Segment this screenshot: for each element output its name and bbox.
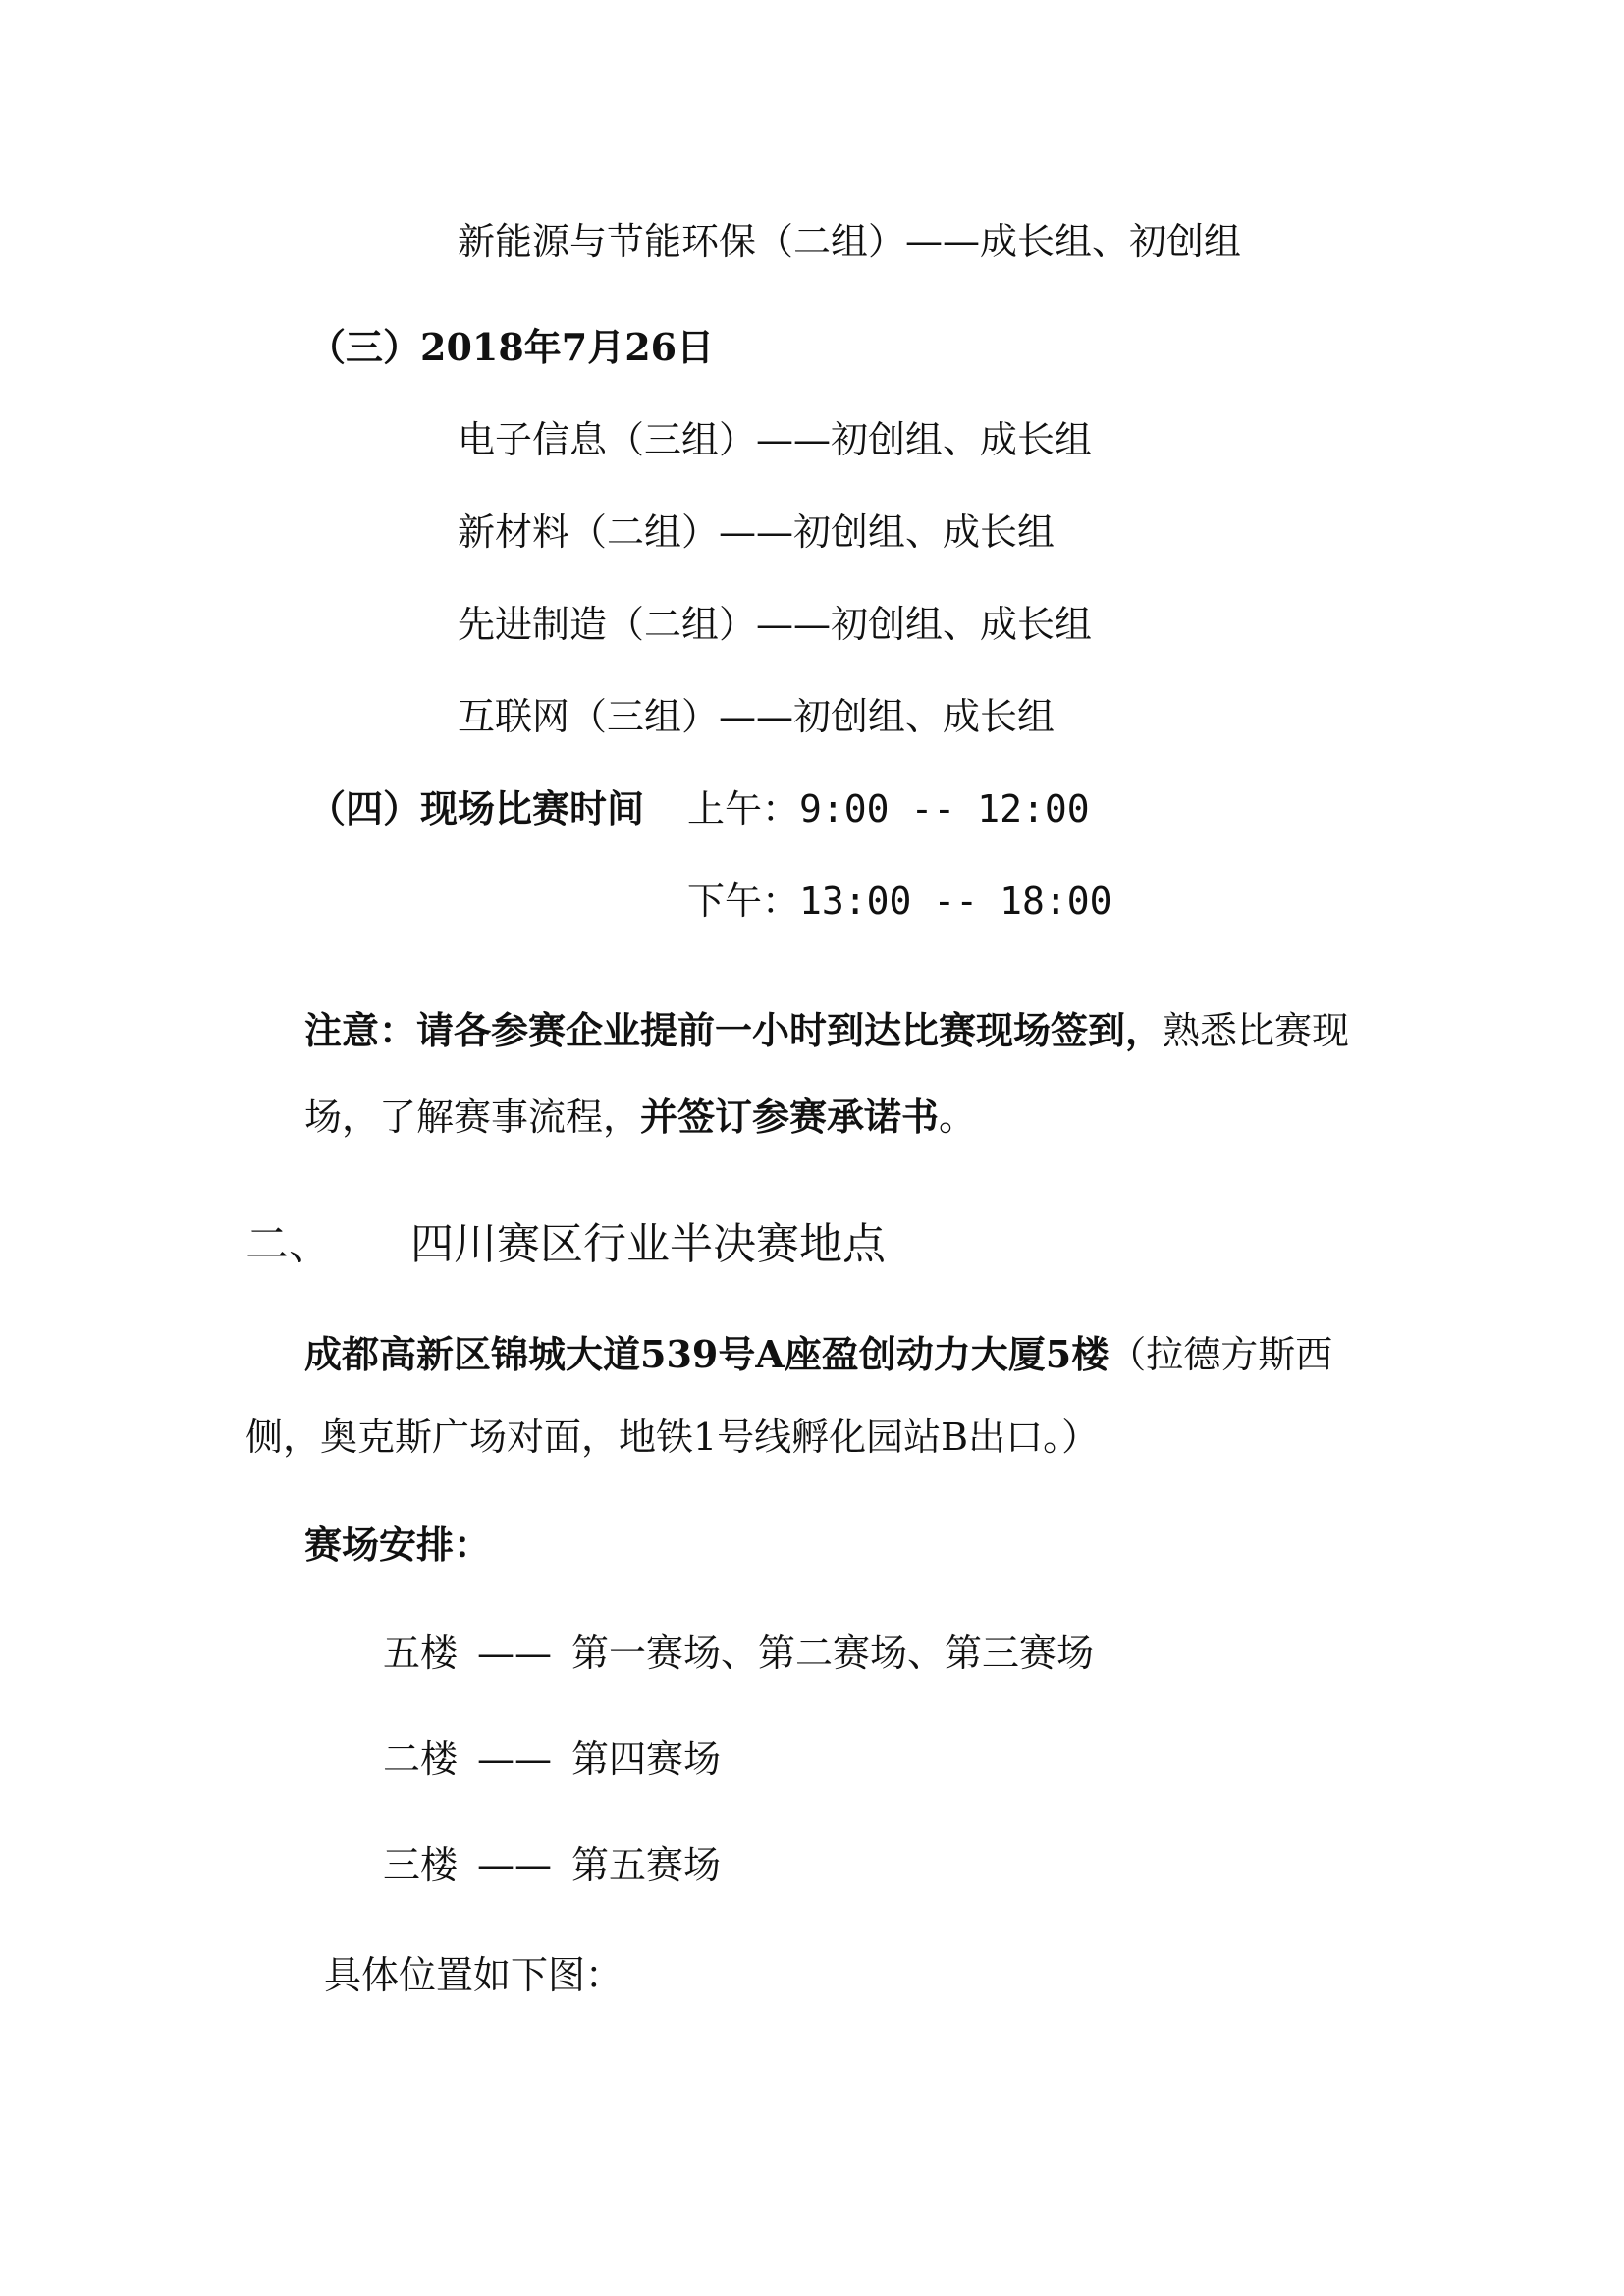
address-line-1 [304,1331,1332,1378]
address-text-1: （拉德方斯西 [1109,1333,1333,1376]
venue-row-5f [383,1629,1094,1677]
map-caption: 具体位置如下图： [324,1953,623,1997]
afternoon-sep: -- [933,880,979,923]
day3-item-new-materials: 新材料（二组）——初创组、成长组 [458,510,1056,554]
venue-halls: 第四赛场 [571,1737,722,1781]
venue-sep: —— [477,1843,553,1887]
venue-halls: 第五赛场 [571,1843,722,1887]
afternoon-end: 18:00 [1000,880,1112,923]
morning-label: 上午： [687,787,800,830]
venue-floor: 二楼 [383,1737,459,1781]
section2-number: 二、 [245,1219,332,1269]
schedule-item-new-energy: 新能源与节能环保（二组）——成长组、初创组 [458,220,1242,263]
address-bold: 成都高新区锦城大道539号A座盈创动力大厦5楼 [304,1332,1110,1376]
morning-start: 9:00 [799,787,890,830]
note-line-1 [304,1007,1349,1054]
venue-floor: 五楼 [383,1631,459,1675]
times-heading: （四）现场比赛时间 [308,786,645,830]
note-end: 。 [939,1095,977,1139]
venue-row-2f [383,1735,721,1783]
venue-sep: —— [477,1631,553,1675]
venue-floor: 三楼 [383,1843,459,1887]
venue-halls: 第一赛场、第二赛场、第三赛场 [571,1631,1095,1675]
venues-heading: 赛场安排： [304,1522,492,1567]
venue-row-3f [383,1842,721,1889]
note-bold-2: 并签订参赛承诺书 [640,1095,940,1139]
note-bold: 注意：请各参赛企业提前一小时到达比赛现场签到， [304,1008,1164,1052]
address-line-2: 侧，奥克斯广场对面，地铁1号线孵化园站B出口。） [245,1415,1100,1459]
afternoon-time [687,878,1112,925]
note-text-1: 熟悉比赛现 [1163,1009,1350,1052]
morning-sep: -- [910,787,956,830]
section2-heading [245,1217,886,1272]
afternoon-label: 下午： [687,880,800,923]
day3-item-advanced-manufacturing: 先进制造（二组）——初创组、成长组 [458,603,1093,646]
note-line-2 [304,1094,976,1141]
day3-item-electronics: 电子信息（三组）——初创组、成长组 [458,418,1093,461]
section2-title: 四川赛区行业半决赛地点 [410,1219,886,1269]
note-text-2: 场，了解赛事流程， [304,1095,641,1139]
morning-end: 12:00 [977,787,1090,830]
day3-heading: （三）2018年7月26日 [308,325,715,369]
day3-item-internet: 互联网（三组）——初创组、成长组 [458,695,1056,738]
morning-time [687,785,1090,832]
venue-sep: —— [477,1737,553,1781]
afternoon-start: 13:00 [799,880,912,923]
